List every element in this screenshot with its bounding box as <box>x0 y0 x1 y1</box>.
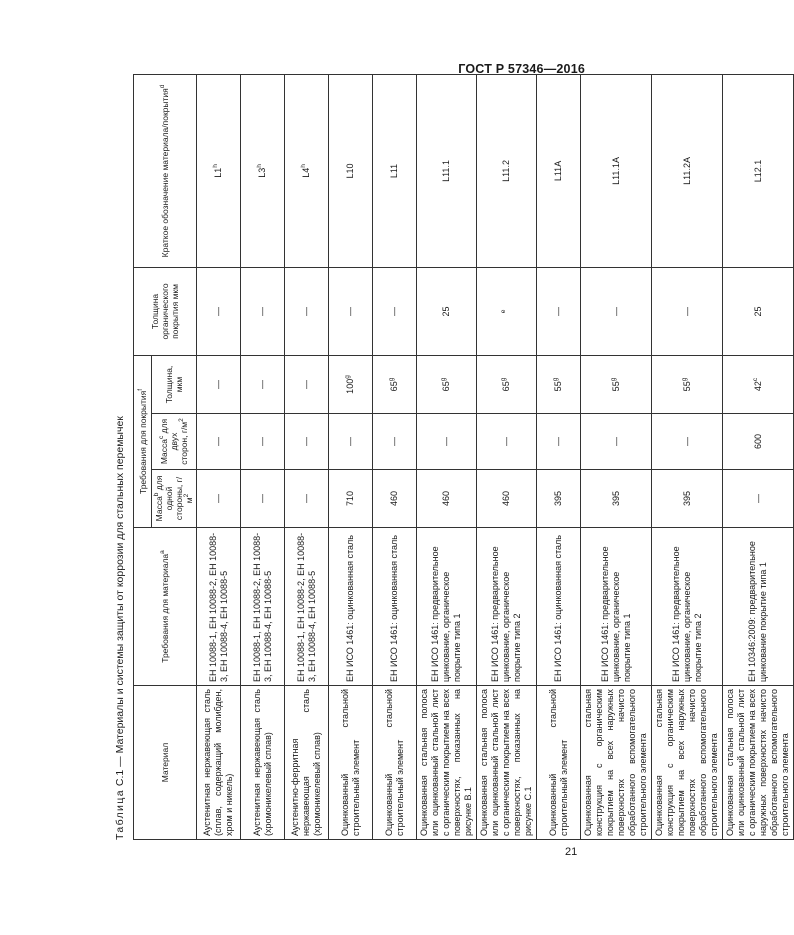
table-caption-prefix: Таблица <box>114 789 126 840</box>
table-row: Аустенитная нержавеющая сталь (сплав, содержащий молибден, хром и никель) ЕН 10088-1, ЕН 10088-2, ЕН 10088-3, ЕН 10088-4, ЕН 10088-5 — — — — L1$^h$ <box>197 74 241 839</box>
col-header-req-coating: Требования для покрытия$^f$ <box>134 355 152 527</box>
table-row: Оцинкованная стальная конструкция с органическим покрытием на всех наружных поверхностях начисто обработанного вспомогательного строительного элемента ЕН ИСО 1461: предварительное цинкование, органическое покрытие типа 1 395 — 55$^g$ — L11.1A <box>581 74 652 839</box>
table-row: Аустенитно-ферритная нержавеющая сталь (хромоникелевый сплав) ЕН 10088-1, ЕН 10088-2, ЕН 10088-3, ЕН 10088-4, ЕН 10088-5 — — — — L4$^h$ <box>285 74 329 839</box>
table-row: Оцинкованная стальная полоса или оцинкованный стальной лист с органическим покрытием на всех поверхностях, показанных на рисунке С.1 ЕН ИСО 1461: предварительное цинкование, органическое покрытие типа 2 460 — 65$^g$ $^e$ L11.2 <box>477 74 537 839</box>
table-row: Оцинкованная стальная конструкция с органическим покрытием на всех наружных поверхностях начисто обработанного вспомогательного строительного элемента ЕН ИСО 1461: предварительное цинкование, органическое покрытие типа 2 395 — 55$^g$ — L11.2A <box>652 74 723 839</box>
table-row: Оцинкованный стальной строительный элемент ЕН ИСО 1461: оцинкованная сталь 460 — 65$^g$ — L11 <box>373 74 417 839</box>
table-row: Оцинкованный стальной строительный элемент ЕН ИСО 1461: оцинкованная сталь 395 — 55$^g$ — L11A <box>537 74 581 839</box>
col-header-mass-one: Масса$^b$ для одной стороны, $г/м^2$ <box>152 470 197 528</box>
table-caption <box>114 416 128 840</box>
col-header-thickness: Толщина, мкм <box>152 355 197 413</box>
page-number: 21 <box>565 846 578 858</box>
table-row: Оцинкованный стальной строительный элемент ЕН ИСО 1461: оцинкованная сталь 710 — 100$^g$ — L10 <box>329 74 373 839</box>
rotated-table-block <box>114 75 790 840</box>
table-caption-text: С.1 — Материалы и системы защиты от коррозии для стальных перемычек <box>114 416 126 790</box>
col-header-designation: Краткое обозначение материала/покрытия$^d$ <box>134 74 197 267</box>
col-header-req-material: Требования для материала$^a$ <box>134 528 197 686</box>
materials-table <box>133 74 794 840</box>
table-row: Оцинкованная стальная полоса или оцинкованный стальной лист с органическим покрытием на всех наружных поверхностях начисто обработанного вспомогательного строительного элемента ЕН 10346:2009: предварительное цинкование покрытие типа 1 — 600 42$^c$ 25 L12.1 <box>723 74 794 839</box>
col-header-material: Материал <box>134 686 197 840</box>
table-row: Аустенитная нержавеющая сталь (хромоникелевый сплав) ЕН 10088-1, ЕН 10088-2, ЕН 10088-3, ЕН 10088-4, ЕН 10088-5 — — — — L3$^h$ <box>241 74 285 839</box>
col-header-mass-two: Масса$^c$ для двух сторон, $г/м^2$ <box>152 414 197 470</box>
document-id-header: ГОСТ Р 57346—2016 <box>458 62 585 76</box>
col-header-organic: Толщина органического покрытия мкм <box>134 267 197 355</box>
table-row: Оцинкованная стальная полоса или оцинкованный стальной лист с органическим покрытием на всех поверхностях, показанных на рисунке В.1 ЕН ИСО 1461: предварительное цинкование, органическое покрытие типа 1 460 — 65$^g$ 25 L11.1 <box>417 74 477 839</box>
